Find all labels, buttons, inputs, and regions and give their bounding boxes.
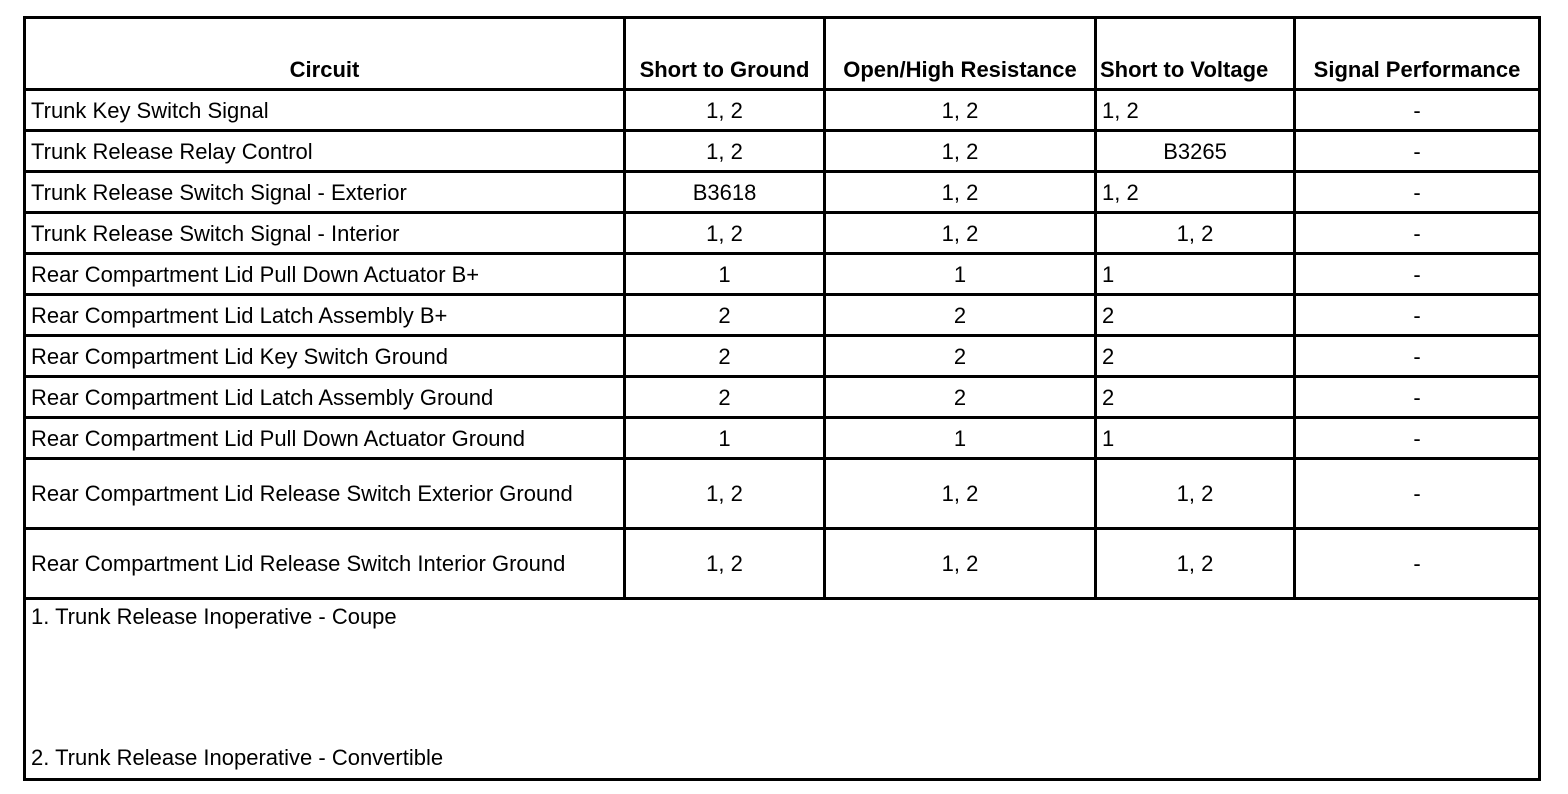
circuit-cell: Trunk Release Switch Signal - Exterior [25,172,625,213]
short-to-ground-cell: 1, 2 [625,459,825,529]
circuit-cell: Trunk Key Switch Signal [25,90,625,131]
header-open-high-resistance: Open/High Resistance [825,18,1096,90]
signal-performance-cell: - [1295,90,1540,131]
signal-performance-cell: - [1295,377,1540,418]
short-to-voltage-cell: B3265 [1096,131,1295,172]
open-high-resistance-cell: 1, 2 [825,131,1096,172]
signal-performance-cell: - [1295,459,1540,529]
circuit-cell: Rear Compartment Lid Latch Assembly B+ [25,295,625,336]
open-high-resistance-cell: 1 [825,418,1096,459]
open-high-resistance-cell: 1, 2 [825,529,1096,599]
short-to-ground-cell: 2 [625,336,825,377]
circuit-cell: Rear Compartment Lid Latch Assembly Ground [25,377,625,418]
signal-performance-cell: - [1295,254,1540,295]
circuit-cell: Rear Compartment Lid Release Switch Interior Ground [25,529,625,599]
open-high-resistance-cell: 1, 2 [825,172,1096,213]
circuit-cell: Rear Compartment Lid Pull Down Actuator B+ [25,254,625,295]
signal-performance-cell: - [1295,172,1540,213]
table-row [25,459,1540,529]
short-to-ground-cell: 1 [625,254,825,295]
short-to-ground-cell: 1, 2 [625,529,825,599]
signal-performance-cell: - [1295,131,1540,172]
header-signal-performance: Signal Performance [1295,18,1540,90]
open-high-resistance-cell: 2 [825,377,1096,418]
short-to-voltage-cell: 1, 2 [1096,172,1295,213]
signal-performance-cell: - [1295,418,1540,459]
circuit-cell: Rear Compartment Lid Pull Down Actuator Ground [25,418,625,459]
table-row [25,213,1540,254]
note-1: 1. Trunk Release Inoperative - Coupe [31,604,397,629]
notes-cell [25,599,1540,780]
circuit-cell: Trunk Release Switch Signal - Interior [25,213,625,254]
signal-performance-cell: - [1295,529,1540,599]
header-short-to-ground: Short to Ground [625,18,825,90]
circuit-cell: Trunk Release Relay Control [25,131,625,172]
short-to-ground-cell: B3618 [625,172,825,213]
open-high-resistance-cell: 1, 2 [825,213,1096,254]
short-to-voltage-cell: 1 [1096,254,1295,295]
table-body [25,90,1540,599]
signal-performance-cell: - [1295,336,1540,377]
header-circuit: Circuit [25,18,625,90]
table-row [25,377,1540,418]
signal-performance-cell: - [1295,213,1540,254]
short-to-voltage-cell: 2 [1096,336,1295,377]
open-high-resistance-cell: 1, 2 [825,459,1096,529]
short-to-ground-cell: 1, 2 [625,131,825,172]
short-to-voltage-cell: 2 [1096,295,1295,336]
short-to-ground-cell: 1, 2 [625,213,825,254]
short-to-voltage-cell: 1, 2 [1096,90,1295,131]
table-row [25,295,1540,336]
short-to-voltage-cell: 1, 2 [1096,459,1295,529]
circuit-cell: Rear Compartment Lid Release Switch Exterior Ground [25,459,625,529]
open-high-resistance-cell: 1 [825,254,1096,295]
open-high-resistance-cell: 2 [825,336,1096,377]
table-row [25,254,1540,295]
short-to-ground-cell: 1, 2 [625,90,825,131]
header-short-to-voltage: Short to Voltage [1096,18,1295,90]
circuit-fault-table [23,16,1541,781]
table-row [25,172,1540,213]
short-to-ground-cell: 2 [625,295,825,336]
short-to-ground-cell: 2 [625,377,825,418]
table-row [25,131,1540,172]
short-to-ground-cell: 1 [625,418,825,459]
header-row [25,18,1540,90]
short-to-voltage-cell: 2 [1096,377,1295,418]
short-to-voltage-cell: 1, 2 [1096,529,1295,599]
table-container [23,16,1538,778]
notes-row [25,599,1540,780]
table-row [25,90,1540,131]
short-to-voltage-cell: 1 [1096,418,1295,459]
open-high-resistance-cell: 2 [825,295,1096,336]
table-row [25,418,1540,459]
open-high-resistance-cell: 1, 2 [825,90,1096,131]
circuit-cell: Rear Compartment Lid Key Switch Ground [25,336,625,377]
table-row [25,529,1540,599]
note-2: 2. Trunk Release Inoperative - Convertible [31,745,444,770]
short-to-voltage-cell: 1, 2 [1096,213,1295,254]
table-row [25,336,1540,377]
signal-performance-cell: - [1295,295,1540,336]
